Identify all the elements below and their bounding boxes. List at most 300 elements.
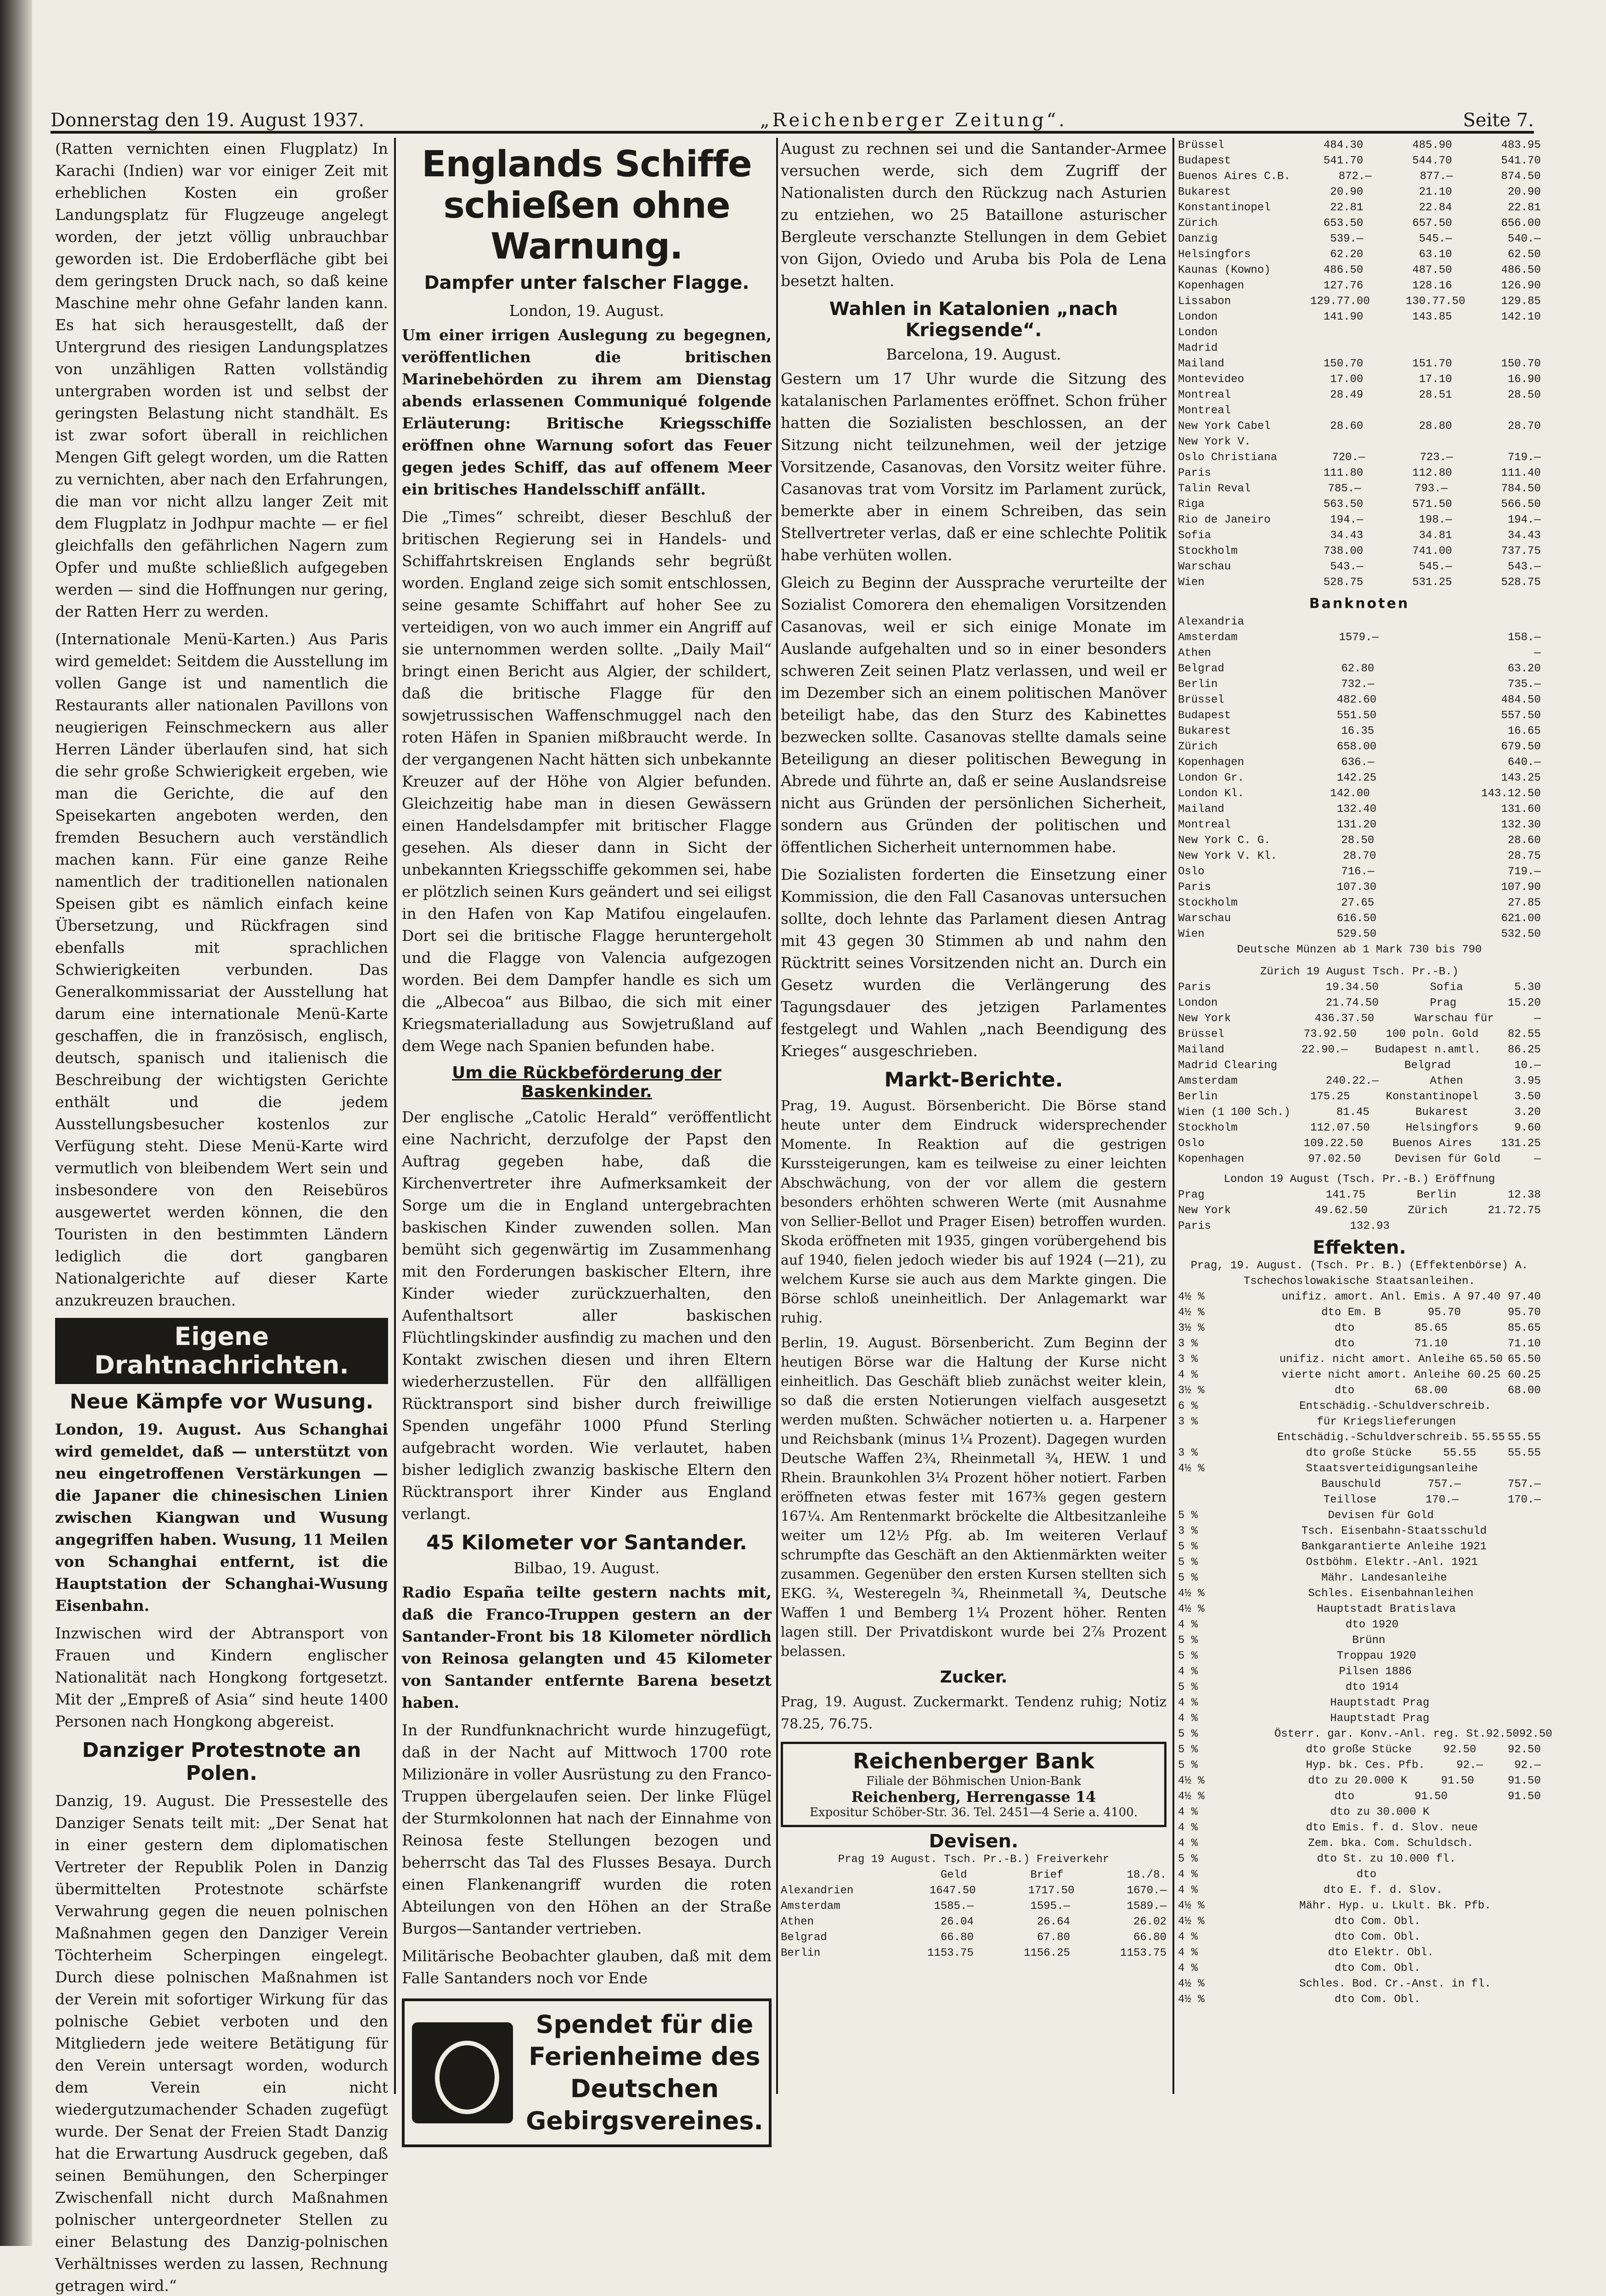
table-row bbox=[1178, 771, 1541, 786]
table-cell: unifiz. amort. Anl. Emis. A bbox=[1281, 1291, 1460, 1303]
table-cell: Sofia bbox=[1430, 981, 1463, 994]
table-cell: 484.50 bbox=[1501, 694, 1541, 706]
table-cell: 15.20 bbox=[1507, 997, 1541, 1009]
devisen-header-row: Geld Brief 18./8. bbox=[940, 1868, 1166, 1881]
table-cell: 4½ % bbox=[1178, 1978, 1205, 1990]
table-row bbox=[1178, 278, 1541, 294]
table-row bbox=[1178, 1042, 1541, 1058]
table-cell: 4½ % bbox=[1178, 1306, 1205, 1319]
table-cell: Budapest bbox=[1178, 709, 1231, 722]
table-cell: Zürich bbox=[1408, 1204, 1448, 1217]
table-row bbox=[1178, 1586, 1541, 1602]
table-cell: dto große Stücke bbox=[1306, 1744, 1412, 1756]
table-cell: Kopenhagen bbox=[1178, 756, 1245, 769]
table-row bbox=[1178, 1352, 1541, 1367]
table-cell: 3 % bbox=[1178, 1416, 1198, 1428]
table-cell: 85.65 bbox=[1507, 1322, 1541, 1334]
section-title-eigene: Eigene Drahtnachrichten. bbox=[55, 1318, 388, 1384]
table-cell: 107.90 bbox=[1501, 881, 1541, 894]
table-row bbox=[1178, 1617, 1541, 1633]
table-cell: 486.50 bbox=[1501, 264, 1541, 276]
table-cell: 4 % bbox=[1178, 1884, 1198, 1896]
table-row bbox=[1178, 575, 1541, 591]
table-cell: 22.81 bbox=[1330, 202, 1364, 214]
table-cell: 543.— bbox=[1507, 561, 1541, 573]
table-cell: 28.60 bbox=[1507, 834, 1541, 847]
table-row bbox=[1178, 1851, 1541, 1867]
table-cell: London Kl. bbox=[1178, 788, 1245, 800]
table-cell: 66.80 bbox=[1133, 1931, 1166, 1944]
table-cell: Paris bbox=[1178, 881, 1212, 894]
table-cell: Staatsverteidigungsanleihe bbox=[1306, 1463, 1478, 1475]
table-cell: New York bbox=[1178, 1204, 1231, 1217]
table-cell: 95.70 bbox=[1507, 1306, 1541, 1319]
table-row bbox=[1178, 1867, 1541, 1883]
table-cell: Warschau für bbox=[1414, 1013, 1494, 1025]
zuerich-caption: Zürich 19 August Tsch. Pr.-B.) bbox=[1260, 966, 1459, 978]
table-cell: 877.— bbox=[1420, 170, 1453, 183]
table-row bbox=[1178, 1074, 1541, 1089]
table-cell: 1647.50 bbox=[929, 1884, 976, 1897]
table-cell: 486.50 bbox=[1323, 264, 1364, 276]
table-cell: dto St. zu 10.000 fl. bbox=[1317, 1853, 1456, 1865]
main-article-body: Die „Times“ schreibt, dieser Beschluß der britischen Regierung sei in Handels- und Schiffahrtskreisen Englands sehr begrüßt worden. England zeige sich somit entschlossen, seine gesamte Schiffahrt auf hoher See zu verteidigen, von wo auch immer ein Angriff auf sie unternommen werden sollte. „Daily Mail“ bringt einen Bericht aus Algier, der schildert, daß die britische Flagge für den sowjetrussischen Waffenschmuggel nach den roten Häfen in Spanien mißbraucht werde. In der vergangenen Nacht hätten sich unbekannte Kreuzer auf der Höhe von Algier befunden. Gleichzeitig habe man in diesen Gewässern einen Handelsdampfer mit britischer Flagge gesehen. Als dieser dann in Sicht der unbekannten Kriegsschiffe gekommen sei, habe er plötzlich seinen Kurs geändert und sei eiligst in den Hafen von Kap Matifou eingelaufen. Dort sei die britische Flagge heruntergeholt und die Flagge von Valencia aufgezogen worden. Bei dem Dampfer handle es sich um die „Albecoa“ aus Bilbao, die sich mit einer Kriegsmaterialladung aus Sowjetrußland auf dem Wege nach Spanien befunden habe. bbox=[402, 508, 772, 1055]
table-row bbox=[1178, 1930, 1541, 1945]
table-row bbox=[1178, 1992, 1541, 2008]
table-cell: Helsingfors bbox=[1405, 1122, 1479, 1134]
table-cell: 68.00 bbox=[1414, 1384, 1448, 1397]
table-cell: 62.50 bbox=[1507, 248, 1541, 261]
table-cell: 4 % bbox=[1178, 1931, 1198, 1943]
table-cell: 640.— bbox=[1507, 756, 1541, 769]
table-cell: 1670.— bbox=[1127, 1884, 1166, 1897]
table-cell: Mähr. Hyp. u. Lkult. Bk. Pfb. bbox=[1299, 1900, 1491, 1912]
table-cell: 34.81 bbox=[1419, 529, 1452, 542]
table-cell: Amsterdam bbox=[781, 1900, 840, 1913]
table-row bbox=[1178, 1477, 1541, 1492]
table-cell: 10.— bbox=[1514, 1059, 1541, 1072]
table-cell: Montreal bbox=[1178, 389, 1231, 401]
table-cell: 170.— bbox=[1507, 1494, 1541, 1506]
table-cell: Wien (1 100 Sch.) bbox=[1178, 1106, 1290, 1119]
london-caption: London 19 August (Tsch. Pr.-B.) Eröffnung bbox=[1223, 1173, 1495, 1186]
table-row bbox=[1178, 372, 1541, 388]
table-cell: 657.50 bbox=[1412, 217, 1452, 230]
table-cell: 131.20 bbox=[1336, 819, 1377, 831]
table-row bbox=[1178, 739, 1541, 755]
table-cell: dto zu 30.000 K bbox=[1330, 1806, 1430, 1818]
table-row bbox=[781, 1899, 1166, 1914]
table-cell: 92.— bbox=[1514, 1759, 1541, 1772]
column-4 bbox=[1178, 138, 1552, 2066]
table-row bbox=[1178, 481, 1541, 497]
table-row bbox=[1178, 497, 1541, 512]
table-cell: 4½ % bbox=[1178, 1900, 1205, 1912]
table-row bbox=[1178, 1680, 1541, 1695]
table-row bbox=[1178, 1203, 1541, 1219]
table-row bbox=[1178, 325, 1541, 341]
table-cell: 20.90 bbox=[1330, 186, 1364, 198]
table-cell: — bbox=[1534, 1013, 1541, 1025]
table-cell: dto Elektr. Obl. bbox=[1328, 1947, 1434, 1959]
table-cell: Athen bbox=[781, 1915, 814, 1928]
table-cell: Budapest bbox=[1178, 155, 1231, 167]
table-cell: 67.80 bbox=[1037, 1931, 1070, 1944]
article-kaempfe-2: Inzwischen wird der Abtransport von Frauen und Kindern englischer Nationalität nach Hongkong fortgesetzt. Mit der „Empreß of Asia“ sind heute 1400 Personen nach Hongkong abgereist. bbox=[55, 1624, 388, 1730]
table-cell: 49.62.50 bbox=[1314, 1204, 1368, 1217]
table-cell bbox=[1178, 1492, 1274, 1508]
table-row bbox=[1178, 661, 1541, 677]
table-cell: 81.45 bbox=[1336, 1106, 1369, 1119]
table-cell: 4 % bbox=[1178, 1947, 1198, 1959]
table-cell: 12.38 bbox=[1507, 1189, 1541, 1201]
table-cell: 26.64 bbox=[1037, 1915, 1070, 1928]
table-cell: 571.50 bbox=[1412, 498, 1452, 511]
table-cell: 5 % bbox=[1178, 1572, 1198, 1584]
table-row bbox=[1178, 1321, 1541, 1336]
table-cell: Oslo bbox=[1178, 1137, 1205, 1150]
table-row bbox=[1178, 1120, 1541, 1136]
table-cell: Konstantinopel bbox=[1178, 202, 1271, 214]
table-cell: 141.75 bbox=[1325, 1189, 1366, 1201]
table-cell: 653.50 bbox=[1323, 217, 1364, 230]
table-cell: 5 % bbox=[1178, 1634, 1198, 1647]
bank-line-3: Expositur Schöber-Str. 36. Tel. 2451—4 Serie a. 4100. bbox=[809, 1805, 1138, 1819]
table-cell: New York C. G. bbox=[1178, 834, 1271, 847]
table-cell: 127.76 bbox=[1323, 280, 1364, 292]
table-cell: 5 % bbox=[1178, 1728, 1198, 1740]
table-cell: 28.60 bbox=[1330, 420, 1364, 433]
table-cell: Alexandria bbox=[1178, 616, 1245, 628]
effekten-title: Effekten. bbox=[1313, 1237, 1406, 1258]
devisen-caption: Prag 19 August. Tsch. Pr.-B.) Freiverkehr bbox=[838, 1853, 1110, 1866]
table-cell: 1153.75 bbox=[927, 1947, 974, 1959]
table-cell: 874.50 bbox=[1501, 170, 1541, 183]
table-row bbox=[1178, 1058, 1541, 1074]
table-cell: 170.— bbox=[1426, 1494, 1459, 1506]
table-cell: 71.10 bbox=[1507, 1338, 1541, 1350]
table-cell: 4 % bbox=[1178, 1806, 1198, 1818]
table-cell: — bbox=[1534, 647, 1541, 659]
banknoten-title: Banknoten bbox=[1309, 596, 1410, 612]
table-cell: 111.40 bbox=[1501, 467, 1541, 479]
table-row bbox=[781, 1883, 1166, 1899]
table-cell: 741.00 bbox=[1412, 545, 1452, 557]
table-cell: 95.70 bbox=[1427, 1306, 1461, 1319]
table-row bbox=[1178, 216, 1541, 231]
table-cell: 21.74.50 bbox=[1325, 997, 1379, 1009]
table-cell: dto bbox=[1356, 1868, 1377, 1881]
table-cell: Berlin bbox=[781, 1947, 821, 1959]
table-row bbox=[1178, 1383, 1541, 1399]
effekten-caption: Prag, 19. August. (Tsch. Pr. B.) (Effektenbörse) A. Tschechoslowakische Staatsanleihen. bbox=[1190, 1260, 1528, 1288]
table-cell: Wien bbox=[1178, 928, 1205, 940]
table-cell: 240.22.— bbox=[1325, 1075, 1379, 1087]
table-cell: 132.30 bbox=[1501, 819, 1541, 831]
table-cell: Paris bbox=[1178, 467, 1212, 479]
table-cell: 92.50 bbox=[1507, 1744, 1541, 1756]
table-cell: 142.00 bbox=[1330, 788, 1370, 800]
table-cell: 142.25 bbox=[1336, 772, 1377, 784]
header-newspaper-name: „Reichenberger Zeitung“. bbox=[760, 110, 1067, 131]
table-row bbox=[1178, 880, 1541, 895]
table-row bbox=[1178, 1305, 1541, 1321]
table-cell: 551.50 bbox=[1336, 709, 1377, 722]
table-cell: Zürich bbox=[1178, 217, 1218, 230]
table-cell: 5 % bbox=[1178, 1650, 1198, 1662]
table-cell: Mähr. Landesanleihe bbox=[1321, 1572, 1447, 1584]
table-row bbox=[1178, 1570, 1541, 1586]
table-cell: Wien bbox=[1178, 576, 1205, 589]
table-cell: dto bbox=[1334, 1790, 1355, 1803]
table-cell: 3 % bbox=[1178, 1525, 1198, 1537]
table-cell: Paris bbox=[1178, 981, 1212, 994]
table-cell: 112.80 bbox=[1412, 467, 1452, 479]
table-cell: 5 % bbox=[1178, 1853, 1198, 1865]
table-cell: 738.00 bbox=[1323, 545, 1364, 557]
table-cell: Budapest n.amtl. bbox=[1375, 1044, 1481, 1056]
table-cell: 73.92.50 bbox=[1303, 1028, 1357, 1041]
table-cell: Belgrad bbox=[1178, 663, 1224, 675]
table-cell: 100 poln. Gold bbox=[1386, 1028, 1479, 1041]
table-cell: 3 % bbox=[1178, 1353, 1198, 1366]
table-cell: 737.75 bbox=[1501, 545, 1541, 557]
exchange-rates-table bbox=[1178, 138, 1552, 2008]
table-cell: 28.49 bbox=[1330, 389, 1364, 401]
table-cell: 91.50 bbox=[1441, 1775, 1474, 1787]
table-cell: 109.22.50 bbox=[1303, 1137, 1364, 1150]
table-cell: Helsingfors bbox=[1178, 248, 1251, 261]
table-cell: 158.— bbox=[1507, 631, 1541, 644]
column-rule bbox=[776, 138, 778, 2094]
table-cell: 92.50 bbox=[1519, 1728, 1552, 1740]
table-cell: 621.00 bbox=[1501, 912, 1541, 925]
table-cell: dto große Stücke bbox=[1306, 1447, 1412, 1459]
table-cell: 130.77.50 bbox=[1405, 295, 1465, 308]
header-rule bbox=[51, 131, 1534, 134]
table-cell: Devisen für Gold bbox=[1328, 1509, 1434, 1522]
table-cell: Oslo bbox=[1178, 866, 1205, 878]
table-cell: 539.— bbox=[1330, 233, 1364, 245]
table-cell: 4½ % bbox=[1178, 1993, 1205, 2006]
table-cell: 485.90 bbox=[1412, 139, 1452, 152]
table-cell: 616.50 bbox=[1336, 912, 1377, 925]
table-cell: 128.16 bbox=[1412, 280, 1452, 292]
table-cell: Prag bbox=[1430, 997, 1457, 1009]
article-kaempfe: London, 19. August. Aus Schanghai wird gemeldet, daß — unterstützt von neu eingetroffenen Verstärkungen — die Japaner die chinesischen Linien zwischen Kiangwan und Wusung angegriffen haben. Wusung, 11 Meilen von Schanghai entfernt, ist die Hauptstation der Schanghai-Wusung Eisenbahn. bbox=[55, 1420, 388, 1615]
table-row bbox=[1178, 1836, 1541, 1851]
table-cell: vierte nicht amort. Anleihe bbox=[1281, 1369, 1460, 1381]
table-cell: 68.00 bbox=[1507, 1384, 1541, 1397]
table-row bbox=[1178, 419, 1541, 434]
table-cell: 129.77.00 bbox=[1310, 295, 1370, 308]
table-cell: 4½ % bbox=[1178, 1775, 1205, 1787]
table-row bbox=[1178, 677, 1541, 692]
advertisement-text: Spendet für die Ferienheime des Deutschen Gebirgsvereines. bbox=[526, 2010, 763, 2136]
table-row bbox=[1178, 1914, 1541, 1930]
table-cell: Berlin bbox=[1178, 1091, 1218, 1103]
table-cell: 5 % bbox=[1178, 1759, 1198, 1772]
column-rule bbox=[394, 138, 396, 2094]
table-row bbox=[781, 1930, 1166, 1946]
table-cell: dto Com. Obl. bbox=[1334, 1915, 1421, 1928]
table-cell: 66.80 bbox=[940, 1931, 974, 1944]
table-cell: 4½ % bbox=[1178, 1463, 1205, 1475]
table-row bbox=[1178, 1027, 1541, 1042]
table-cell: 1579.— bbox=[1339, 631, 1379, 644]
devisen-table bbox=[781, 1830, 1166, 1961]
table-cell: dto Com. Obl. bbox=[1334, 1962, 1421, 1975]
table-cell: 141.90 bbox=[1323, 311, 1364, 323]
table-cell: 21.10 bbox=[1419, 186, 1452, 198]
table-cell: Ostböhm. Elektr.-Anl. 1921 bbox=[1306, 1556, 1478, 1569]
table-cell: unifiz. nicht amort. Anleihe bbox=[1279, 1353, 1465, 1366]
table-cell: dto bbox=[1334, 1322, 1355, 1334]
table-cell: 1156.25 bbox=[1024, 1947, 1070, 1959]
table-row bbox=[1178, 895, 1541, 911]
katalonien-p1: Gestern um 17 Uhr wurde die Sitzung des katalanischen Parlamentes eröffnet. Schon früher hatten die Sozialisten beschlossen, an der Sitzung nicht teilzunehmen, weil der jetzige Vorsitzende, Casanovas, den Vorsitz weiter führe. Casanovas trat vom Vorsitz im Parlament zurück, bemerkte aber in einem Schreiben, das sein Stellvertreter verlas, daß er eine schlechte Politik habe verhüten wollen. bbox=[781, 370, 1166, 564]
table-row bbox=[1178, 1711, 1541, 1727]
table-cell: 91.50 bbox=[1414, 1790, 1448, 1803]
advertisement-gebirgsverein bbox=[402, 1998, 772, 2147]
main-article-lead: Um einer irrigen Auslegung zu begegnen, veröffentlichen die britischen Marinebehörden zu ihrem am Dienstag abends erlassenen Communiqué folgende Erläuterung: Britische Kriegsschiffe eröffnen ohne Warnung sofort das Feuer gegen jedes Schiff, das auf offenem Meer ein britisches Handelsschiff anfällt. bbox=[402, 326, 772, 499]
table-cell: 3½ % bbox=[1178, 1322, 1205, 1334]
table-cell: London bbox=[1178, 997, 1218, 1009]
table-cell: 194.— bbox=[1507, 514, 1541, 526]
table-cell: 131.25 bbox=[1501, 1137, 1541, 1150]
table-cell: 5 % bbox=[1178, 1744, 1198, 1756]
bank-name: Reichenberger Bank bbox=[853, 1748, 1094, 1773]
table-cell: 531.25 bbox=[1412, 576, 1452, 589]
header-date: Donnerstag den 19. August 1937. bbox=[51, 110, 365, 131]
table-cell: Danzig bbox=[1178, 233, 1218, 245]
table-row bbox=[1178, 646, 1541, 661]
table-cell: 5 % bbox=[1178, 1509, 1198, 1522]
table-cell: 735.— bbox=[1507, 678, 1541, 691]
table-cell: 545.— bbox=[1419, 233, 1452, 245]
table-cell: 6 % bbox=[1178, 1400, 1198, 1412]
table-cell: dto Com. Obl. bbox=[1334, 1931, 1421, 1943]
table-cell: Entschädig.-Schuldverschreib. bbox=[1277, 1431, 1469, 1444]
table-cell: 63.10 bbox=[1419, 248, 1452, 261]
table-cell: 65.50 bbox=[1470, 1353, 1503, 1366]
article-menu-karten: (Internationale Menü-Karten.) Aus Paris wird gemeldet: Seitdem die Ausstellung im vollen Gange ist und namentlich die Restaurants aller nationalen Pavillons von neugierigen Feinschmeckern aus aller Herren Länder überlaufen sind, hat sich die sehr große Schwierigkeit ergeben, wie man die Gerichte, die auf den Speisekarten angeboten werden, den fremden Besuchern auch verständlich machen kann. Für eine ganze Reihe namentlich der traditionellen nationalen Speisen gibt es nämlich einfach keine Übersetzung, und Rückfragen sind ebenfalls mit sprachlichen Schwierigkeiten verbunden. Das Generalkommissariat der Ausstellung hat darum eine internationale Menü-Karte geschaffen, die in französisch, englisch, deutsch, spanisch und italienisch die Beschreibung der wichtigsten Gerichte enthält und die jedem Ausstellungsbesucher kostenlos zur Verfügung steht. Diese Menü-Karte wird vermutlich von bleibendem Wert sein und insbesondere von den Reisebüros ausgewertet werden können, die den Touristen in den bestimmten Ländern lediglich die dort gangbaren Nationalgerichte auf dieser Karte anzukreuzen brauchen. bbox=[55, 630, 388, 1309]
table-row bbox=[1178, 1758, 1541, 1773]
table-cell: 563.50 bbox=[1323, 498, 1364, 511]
table-cell: 1589.— bbox=[1127, 1900, 1166, 1913]
table-row bbox=[1178, 833, 1541, 849]
column-rule bbox=[1172, 138, 1174, 2094]
table-row bbox=[1178, 1649, 1541, 1664]
table-cell: 872.— bbox=[1338, 170, 1372, 183]
table-cell: Kopenhagen bbox=[1178, 280, 1245, 292]
table-row bbox=[1178, 310, 1541, 325]
table-row bbox=[1178, 980, 1541, 996]
table-cell: 97.02.50 bbox=[1308, 1153, 1361, 1165]
table-cell: 5 % bbox=[1178, 1556, 1198, 1569]
table-cell: 4 % bbox=[1178, 1712, 1198, 1725]
table-row bbox=[1178, 1089, 1541, 1105]
santander-lead: Radio España teilte gestern nachts mit, daß die Franco-Truppen gestern an der Santander-Front bis 18 Kilometer nördlich von Reinosa gelangten und 45 Kilometer von Santander entfernte Barena besetzt haben. bbox=[402, 1583, 772, 1712]
table-row bbox=[1178, 1976, 1541, 1992]
table-cell: 22.81 bbox=[1507, 202, 1541, 214]
table-cell: 543.— bbox=[1330, 561, 1364, 573]
table-row bbox=[1178, 1961, 1541, 1976]
gebirgsverein-emblem-icon bbox=[412, 2022, 513, 2123]
table-cell: 194.— bbox=[1330, 514, 1364, 526]
table-cell: 4½ % bbox=[1178, 1291, 1205, 1303]
table-cell: Brüssel bbox=[1178, 139, 1224, 152]
table-cell: 4 % bbox=[1178, 1697, 1198, 1709]
table-cell: 82.55 bbox=[1507, 1028, 1541, 1041]
table-cell: Buenos Aires C.B. bbox=[1178, 170, 1290, 183]
table-cell: 60.25 bbox=[1467, 1369, 1501, 1381]
table-cell: 62.80 bbox=[1341, 663, 1375, 675]
table-row bbox=[1178, 1555, 1541, 1570]
headline-baskenkinder: Um die Rückbeförderung der Baskenkinder. bbox=[452, 1064, 721, 1102]
table-cell: New York bbox=[1178, 1013, 1231, 1025]
table-row bbox=[1178, 1742, 1541, 1758]
table-cell: 150.70 bbox=[1323, 358, 1364, 370]
table-cell: 4½ % bbox=[1178, 1587, 1205, 1600]
katalonien-p3: Die Sozialisten forderten die Einsetzung einer Kommission, die den Fall Casanovas untersuchen sollte, doch lehnte das Parlament diesen Antrag mit 43 gegen 30 Stimmen ab und nahm den Rücktritt seines Vorsitzenden nicht an. Durch ein Gesetz wurden die Verlängerung des Tagungsdauer des jetzigen Parlamentes festgelegt und Wahlen „nach Beendigung des Krieges“ ausgeschrieben. bbox=[781, 866, 1166, 1060]
table-cell: Hyp. bk. Ces. Pfb. bbox=[1306, 1759, 1425, 1772]
table-cell: 719.— bbox=[1507, 451, 1541, 464]
table-row bbox=[1178, 263, 1541, 278]
table-cell: 28.50 bbox=[1507, 389, 1541, 401]
table-row bbox=[1178, 786, 1541, 802]
table-cell: Warschau bbox=[1178, 912, 1231, 925]
table-cell: Troppau 1920 bbox=[1336, 1650, 1416, 1662]
column-3 bbox=[781, 138, 1166, 2066]
article-baskenkinder: Der englische „Catolic Herald“ veröffentlicht eine Nachricht, derzufolge der Papst den Auftrag gegeben habe, daß die Kirchenvertreter ihre Aufmerksamkeit der Sorge um die in England untergebrachten baskischen Kinder zuwenden sollen. Man bemüht sich gegenwärtig im Zusammenhang mit den Forderungen baskischer Eltern, ihre Kinder wieder zurückzuerhalten, den Aufenthaltsort aller baskischen Flüchtlingskinder ausfindig zu machen und den Kontakt zwischen diesen und ihren Eltern wiederherzustellen. Für den allfälligen Rücktransport sind bisher durch freiwillige Spenden ungefähr 1000 Pfund Sterling aufgebracht worden. Wie verlautet, haben bisher lediglich zwanzig baskische Eltern den Rücktransport ihrer Kinder aus England verlangt. bbox=[402, 1108, 772, 1523]
table-cell: Riga bbox=[1178, 498, 1205, 511]
headline-kaempfe: Neue Kämpfe vor Wusung. bbox=[69, 1390, 374, 1414]
table-row bbox=[1178, 1945, 1541, 1961]
table-row bbox=[1178, 1367, 1541, 1383]
main-headline: Englands Schiffe schießen ohne Warnung. bbox=[422, 144, 752, 268]
table-cell: 529.50 bbox=[1336, 928, 1377, 940]
table-cell: Konstantinopel bbox=[1386, 1091, 1479, 1103]
column-1 bbox=[55, 138, 388, 2295]
table-cell: Zürich bbox=[1178, 741, 1218, 753]
bank-line-2: Reichenberg, Herrengasse 14 bbox=[851, 1788, 1096, 1806]
table-row bbox=[1178, 356, 1541, 372]
table-cell: Buenos Aires bbox=[1392, 1137, 1472, 1150]
table-cell: Berlin bbox=[1416, 1189, 1457, 1201]
table-row bbox=[1178, 864, 1541, 880]
table-cell: 21.72.75 bbox=[1488, 1204, 1541, 1217]
table-row bbox=[1178, 512, 1541, 528]
table-row bbox=[1178, 528, 1541, 544]
table-cell: 720.— bbox=[1332, 451, 1365, 464]
table-cell: Prag bbox=[1178, 1189, 1205, 1201]
table-row bbox=[1178, 185, 1541, 200]
table-cell: 3 % bbox=[1178, 1338, 1198, 1350]
page-header bbox=[51, 94, 1534, 131]
table-cell: 484.30 bbox=[1323, 139, 1364, 152]
table-cell: Lissabon bbox=[1178, 295, 1231, 308]
market-report-prag: Prag, 19. August. Börsenbericht. Die Börse stand heute unter dem Eindruck widersprechender Momente. In Reaktion auf die gestrigen Kurssteigerungen, kam es teilweise zu einer leichten Abschwächung, von der vor allem die gestern besonders erhöhten schweren Werte (mit Ausnahme von Sellier-Bellot und Prager Eisen) betroffen wurden. Skoda eröffneten mit 1935, gingen vorübergehend bis auf 1940, fielen jedoch wieder bis auf 1924 (—21), zu welchem Kurse sie auch aus dem Markte gingen. Die Börse schloß uneinheitlich. Der Anlagemarkt war ruhig. bbox=[781, 1097, 1166, 1326]
table-cell: 143.85 bbox=[1412, 311, 1452, 323]
table-row bbox=[1178, 559, 1541, 575]
table-cell: dto Emis. f. d. Slov. neue bbox=[1306, 1822, 1478, 1834]
table-cell: 16.65 bbox=[1507, 725, 1541, 737]
table-cell: 4 % bbox=[1178, 1619, 1198, 1631]
table-cell: 1595.— bbox=[1030, 1900, 1070, 1913]
table-cell: 28.70 bbox=[1507, 420, 1541, 433]
table-cell: 132.40 bbox=[1336, 803, 1377, 816]
